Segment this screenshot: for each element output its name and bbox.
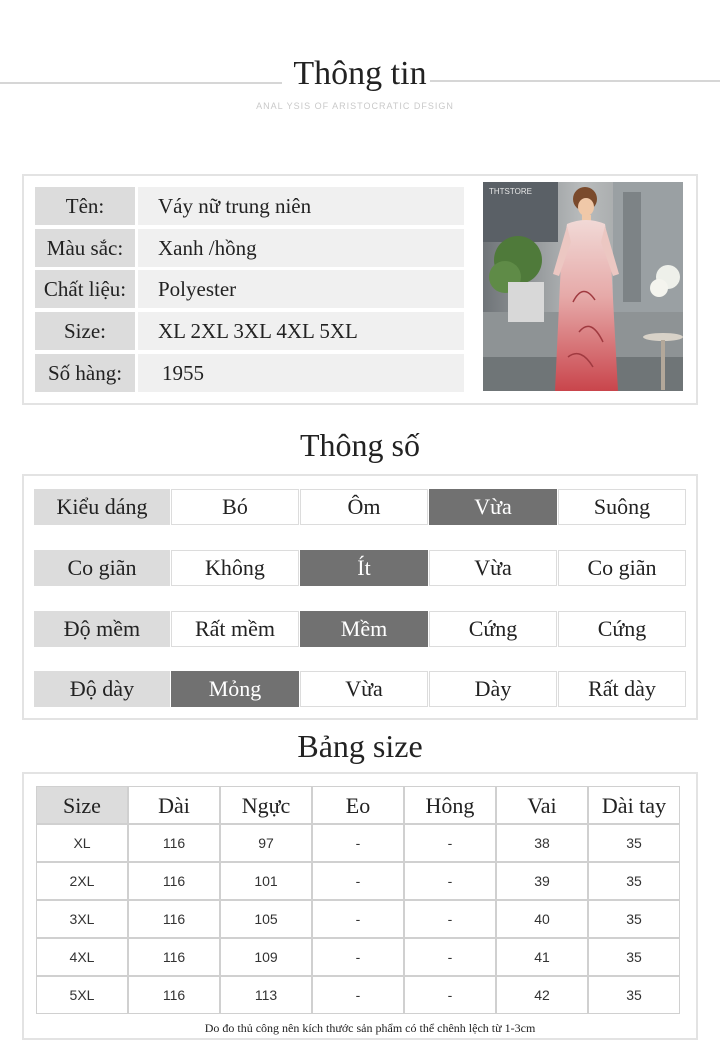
spec-option: Không — [171, 550, 299, 586]
svg-text:THTSTORE: THTSTORE — [489, 187, 532, 196]
size-table-cell: 113 — [220, 976, 312, 1014]
page-title: Thông tin — [293, 55, 427, 92]
info-value-material: Polyester — [138, 270, 464, 308]
size-table-header: Eo — [312, 786, 404, 824]
size-table-cell: 4XL — [36, 938, 128, 976]
info-value-sku: 1955 — [138, 354, 464, 392]
spec-option-selected: Mềm — [300, 611, 428, 647]
spec-option: Rất dày — [558, 671, 686, 707]
spec-label-style: Kiểu dáng — [34, 489, 170, 525]
size-table-cell: 35 — [588, 976, 680, 1014]
spec-label-stretch: Co giãn — [34, 550, 170, 586]
size-table-cell: 2XL — [36, 862, 128, 900]
size-table-cell: 105 — [220, 900, 312, 938]
spec-option-selected: Ít — [300, 550, 428, 586]
size-table-cell: 116 — [128, 976, 220, 1014]
spec-option: Cứng — [558, 611, 686, 647]
size-table-cell: 35 — [588, 938, 680, 976]
size-table-cell: 41 — [496, 938, 588, 976]
size-table-cell: 40 — [496, 900, 588, 938]
size-table-header: Hông — [404, 786, 496, 824]
size-table-header: Dài — [128, 786, 220, 824]
spec-option: Ôm — [300, 489, 428, 525]
spec-option: Bó — [171, 489, 299, 525]
size-table-cell: 116 — [128, 900, 220, 938]
size-table-cell: 35 — [588, 824, 680, 862]
spec-label-softness: Độ mềm — [34, 611, 170, 647]
spec-option: Suông — [558, 489, 686, 525]
size-table-cell: 116 — [128, 938, 220, 976]
spec-label-thickness: Độ dày — [34, 671, 170, 707]
size-table-cell: - — [312, 938, 404, 976]
size-table-header: Dài tay — [588, 786, 680, 824]
size-table-cell: - — [404, 976, 496, 1014]
size-table-cell: 42 — [496, 976, 588, 1014]
spec-option: Vừa — [300, 671, 428, 707]
info-label-size: Size: — [35, 312, 135, 350]
size-table-cell: XL — [36, 824, 128, 862]
size-table-cell: 116 — [128, 824, 220, 862]
size-table-cell: 35 — [588, 862, 680, 900]
spec-option: Rất mềm — [171, 611, 299, 647]
size-table-header: Ngực — [220, 786, 312, 824]
spec-option-selected: Mỏng — [171, 671, 299, 707]
size-table-cell: - — [312, 824, 404, 862]
page-subtitle: ANAL YSIS OF ARISTOCRATIC DFSIGN — [256, 101, 454, 111]
specs-title: Thông số — [300, 427, 420, 463]
size-table-cell: 101 — [220, 862, 312, 900]
size-table-cell: - — [312, 976, 404, 1014]
size-table-cell: 3XL — [36, 900, 128, 938]
spec-option: Dày — [429, 671, 557, 707]
info-value-name: Váy nữ trung niên — [138, 187, 464, 225]
spec-option: Vừa — [429, 550, 557, 586]
product-photo — [483, 182, 683, 391]
info-label-name: Tên: — [35, 187, 135, 225]
size-table-cell: - — [404, 862, 496, 900]
size-table-cell: - — [404, 824, 496, 862]
info-value-color: Xanh /hồng — [138, 229, 464, 267]
size-table-cell: 39 — [496, 862, 588, 900]
size-table-title: Bảng size — [297, 728, 423, 764]
size-table-cell: 97 — [220, 824, 312, 862]
size-table-cell: 38 — [496, 824, 588, 862]
size-table-cell: - — [404, 900, 496, 938]
size-table-cell: - — [312, 862, 404, 900]
info-value-size: XL 2XL 3XL 4XL 5XL — [138, 312, 464, 350]
info-label-material: Chất liệu: — [35, 270, 135, 308]
spec-option-selected: Vừa — [429, 489, 557, 525]
size-table-cell: 109 — [220, 938, 312, 976]
size-table-header: Size — [36, 786, 128, 824]
size-table-cell: 116 — [128, 862, 220, 900]
size-table-cell: - — [312, 900, 404, 938]
spec-option: Co giãn — [558, 550, 686, 586]
size-table-cell: 5XL — [36, 976, 128, 1014]
size-table-cell: 35 — [588, 900, 680, 938]
info-label-color: Màu sắc: — [35, 229, 135, 267]
size-table-cell: - — [404, 938, 496, 976]
size-table-header: Vai — [496, 786, 588, 824]
info-label-sku: Số hàng: — [35, 354, 135, 392]
size-table-footnote: Do đo thủ công nên kích thước sản phẩm có thể chênh lệch từ 1-3cm — [204, 1021, 536, 1035]
spec-option: Cứng — [429, 611, 557, 647]
